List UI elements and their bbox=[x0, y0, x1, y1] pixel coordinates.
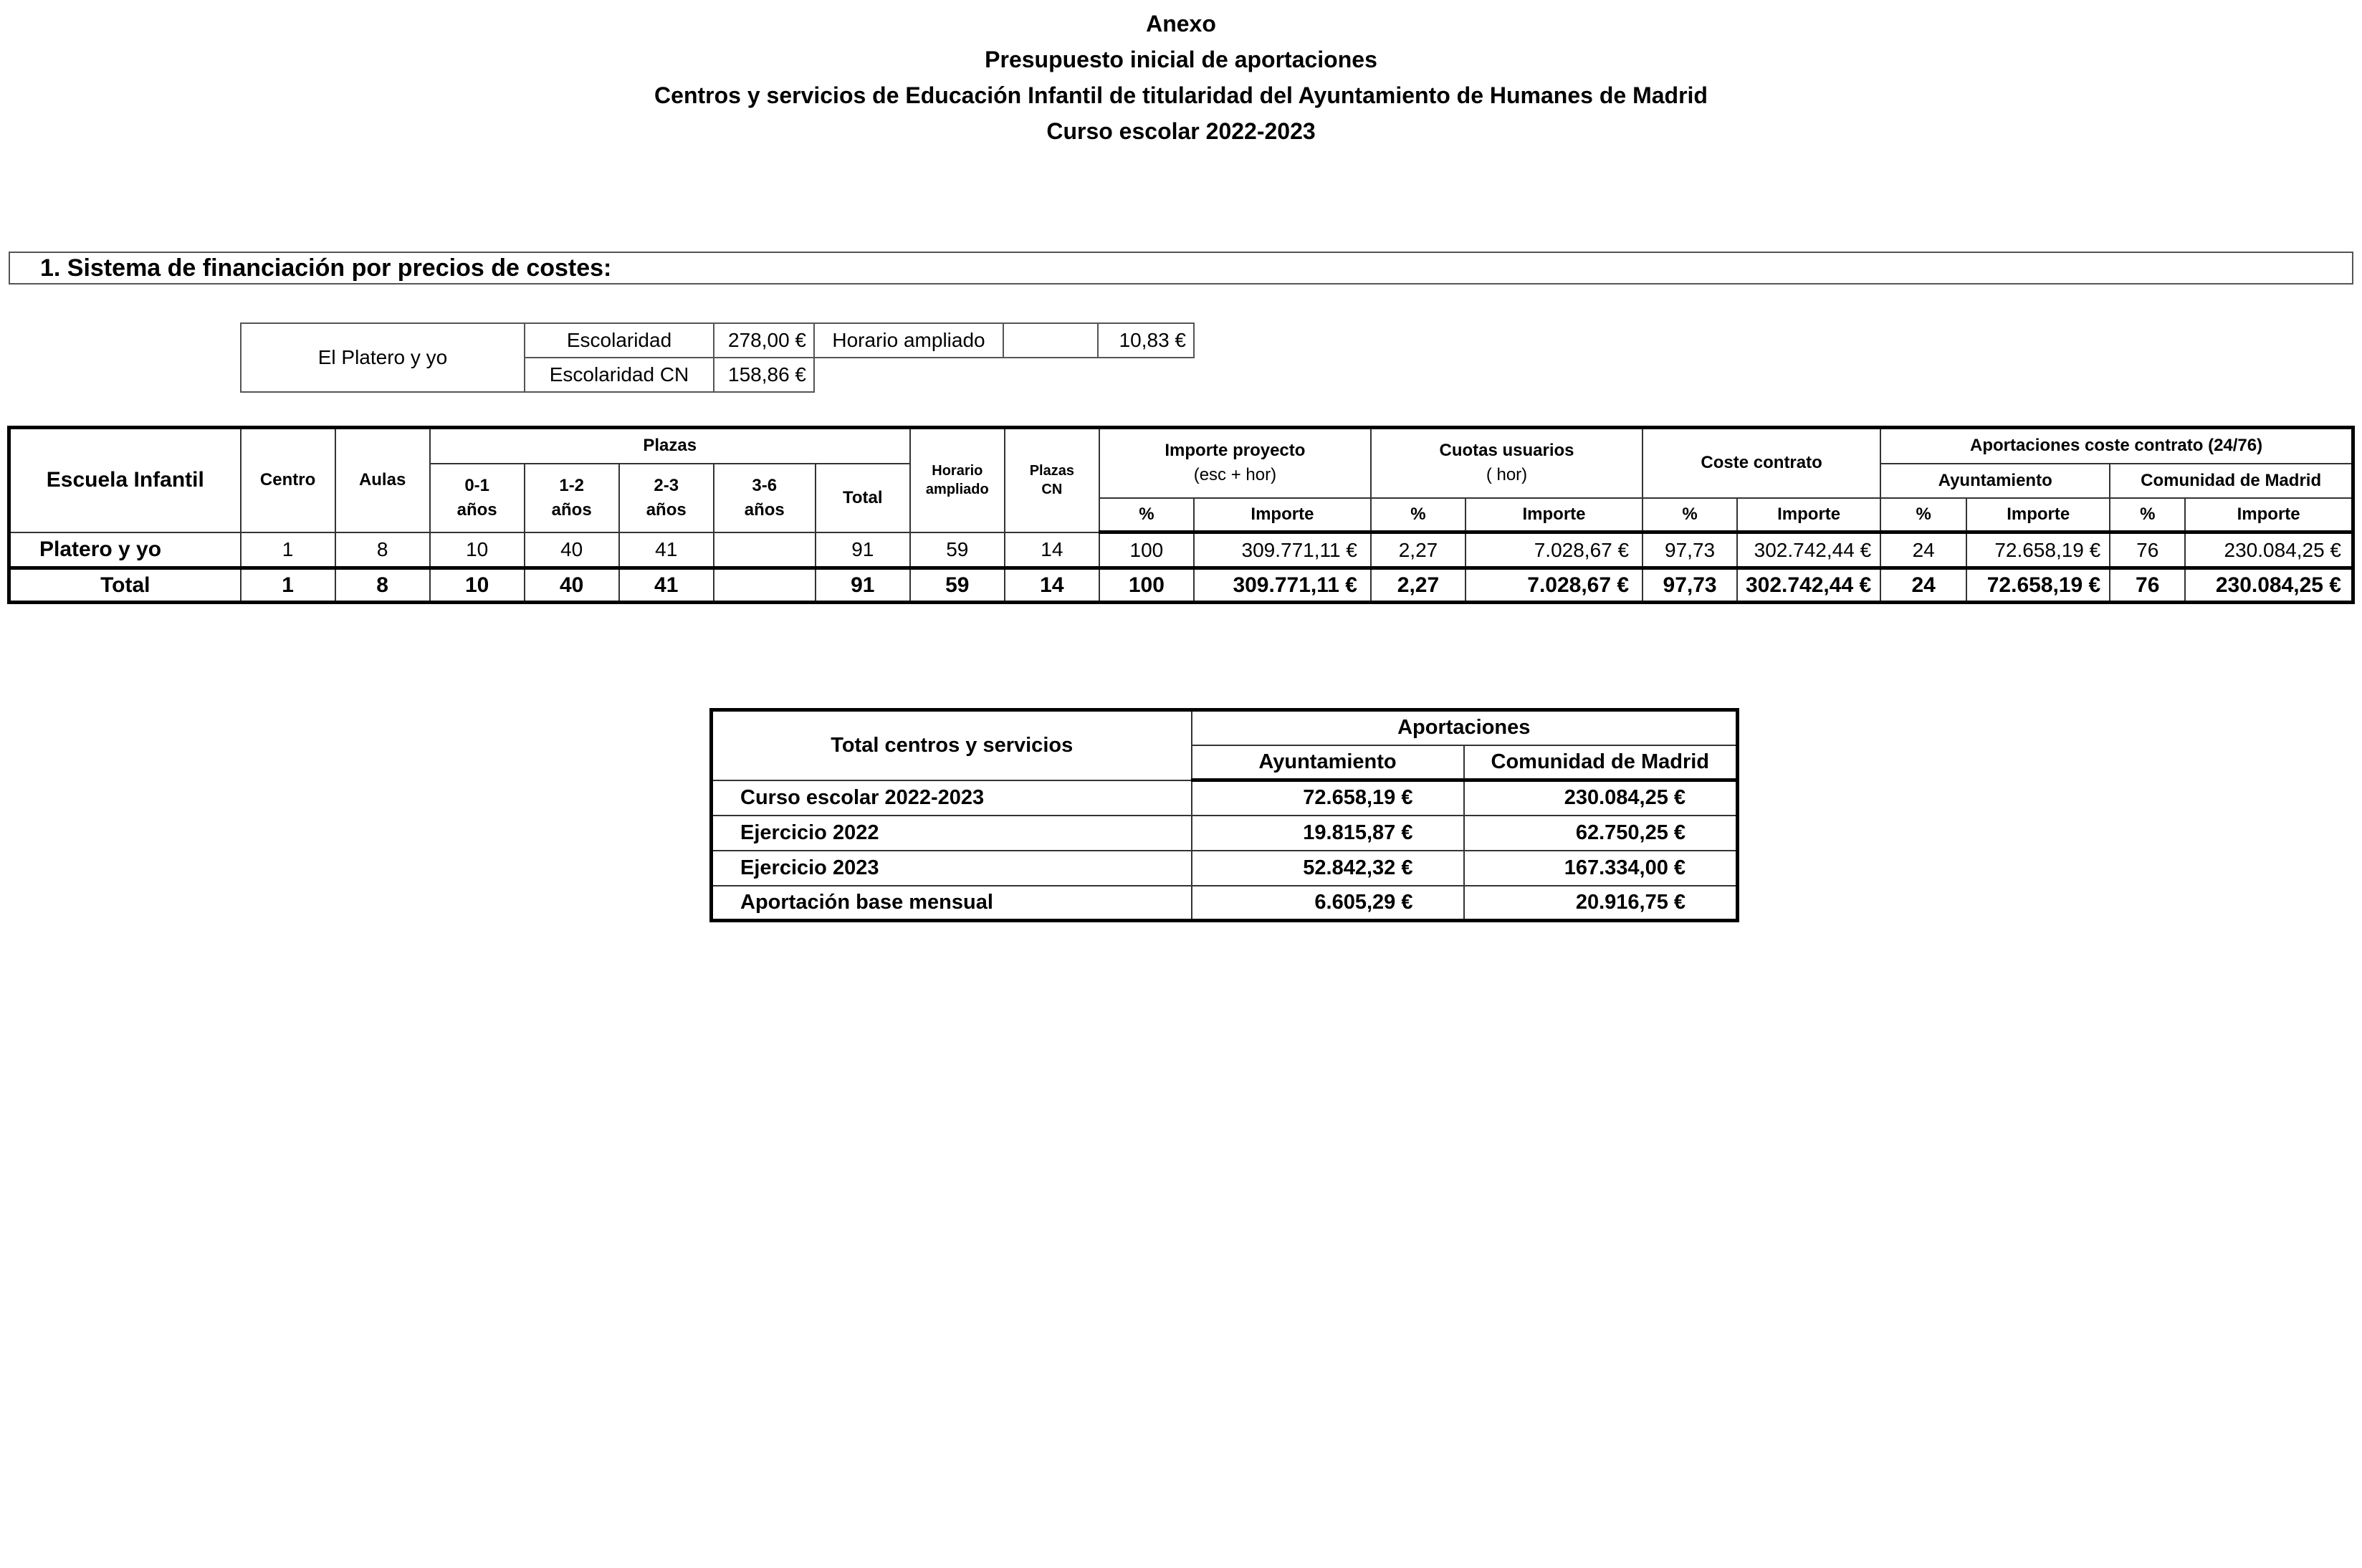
th-cuotas-label: Cuotas usuarios bbox=[1439, 441, 1574, 461]
th-importe-proyecto bbox=[1099, 428, 1371, 498]
price-empty-cell bbox=[1003, 323, 1098, 358]
cell-cm-pct: 76 bbox=[2110, 532, 2185, 568]
summary-aportaciones: Aportaciones bbox=[1192, 710, 1738, 745]
cell-aulas: 8 bbox=[335, 568, 430, 603]
th-cu-pct: % bbox=[1371, 498, 1466, 532]
document-header bbox=[0, 6, 2362, 149]
header-course: Curso escolar 2022-2023 bbox=[1046, 118, 1316, 144]
price-escolaridad-value: 278,00 € bbox=[714, 323, 814, 358]
cell-cm-pct: 76 bbox=[2110, 568, 2185, 603]
th-ayuntamiento: Ayuntamiento bbox=[1880, 464, 2110, 498]
th-plazascn-line2: CN bbox=[1041, 482, 1063, 498]
th-plazas-1-2 bbox=[525, 464, 619, 532]
th-p01-anos: años bbox=[456, 499, 497, 520]
th-importe-proyecto-label: Importe proyecto bbox=[1165, 441, 1306, 461]
cell-centro: 1 bbox=[241, 568, 335, 603]
cell-cc-pct: 97,73 bbox=[1643, 532, 1737, 568]
th-ip-pct: % bbox=[1099, 498, 1194, 532]
cell-ay-importe: 72.658,19 € bbox=[1966, 532, 2110, 568]
cell-cu-importe: 7.028,67 € bbox=[1466, 568, 1643, 603]
th-plazas: Plazas bbox=[430, 428, 910, 464]
cell-p36 bbox=[714, 568, 816, 603]
th-plazas-0-1 bbox=[430, 464, 525, 532]
th-cm-pct: % bbox=[2110, 498, 2185, 532]
th-importe-proyecto-sub: (esc + hor) bbox=[1193, 465, 1277, 485]
th-cuotas-sub: ( hor) bbox=[1486, 465, 1528, 485]
th-p01-range: 0-1 bbox=[464, 475, 489, 495]
summary-row bbox=[712, 886, 1738, 921]
cell-p23: 41 bbox=[619, 532, 714, 568]
price-escolaridad-cn-value: 158,86 € bbox=[714, 358, 814, 392]
th-ip-importe: Importe bbox=[1194, 498, 1371, 532]
th-comunidad: Comunidad de Madrid bbox=[2110, 464, 2353, 498]
summary-th-comunidad: Comunidad de Madrid bbox=[1464, 745, 1738, 780]
cell-ay-pct: 24 bbox=[1880, 532, 1966, 568]
summary-table bbox=[709, 708, 1739, 922]
th-plazas-3-6 bbox=[714, 464, 816, 532]
th-p23-anos: años bbox=[646, 499, 687, 520]
cell-cm-importe: 230.084,25 € bbox=[2185, 532, 2353, 568]
summary-row-ayuntamiento: 6.605,29 € bbox=[1192, 886, 1464, 921]
th-p36-anos: años bbox=[744, 499, 785, 520]
summary-row-comunidad: 167.334,00 € bbox=[1464, 851, 1738, 886]
cell-p12: 40 bbox=[525, 532, 619, 568]
th-cc-importe: Importe bbox=[1737, 498, 1880, 532]
th-plazas-cn bbox=[1005, 428, 1099, 532]
header-title: Presupuesto inicial de aportaciones bbox=[985, 47, 1377, 72]
th-horario-line1: Horario bbox=[932, 463, 983, 479]
cell-cc-pct: 97,73 bbox=[1643, 568, 1737, 603]
summary-row-comunidad: 20.916,75 € bbox=[1464, 886, 1738, 921]
th-coste-contrato: Coste contrato bbox=[1643, 428, 1880, 498]
summary-row-ayuntamiento: 52.842,32 € bbox=[1192, 851, 1464, 886]
table-row-total bbox=[9, 568, 2353, 603]
price-table bbox=[240, 322, 1195, 393]
cell-ip-pct: 100 bbox=[1099, 532, 1194, 568]
th-centro: Centro bbox=[241, 428, 335, 532]
section-1-title: 1. Sistema de financiación por precios de costes: bbox=[9, 252, 2353, 285]
summary-row-label: Aportación base mensual bbox=[712, 886, 1192, 921]
th-aulas: Aulas bbox=[335, 428, 430, 532]
th-p36-range: 3-6 bbox=[752, 475, 778, 495]
th-cc-pct: % bbox=[1643, 498, 1737, 532]
summary-th-ayuntamiento: Ayuntamiento bbox=[1192, 745, 1464, 780]
cell-aulas: 8 bbox=[335, 532, 430, 568]
cell-ip-importe: 309.771,11 € bbox=[1194, 568, 1371, 603]
summary-row bbox=[712, 851, 1738, 886]
cell-plazas-cn: 14 bbox=[1005, 568, 1099, 603]
header-subtitle: Centros y servicios de Educación Infantil de titularidad del Ayuntamiento de Humanes de Madrid bbox=[654, 82, 1708, 108]
cell-ip-importe: 309.771,11 € bbox=[1194, 532, 1371, 568]
th-cm-importe: Importe bbox=[2185, 498, 2353, 532]
header-annex: Anexo bbox=[1146, 11, 1216, 37]
cell-cm-importe: 230.084,25 € bbox=[2185, 568, 2353, 603]
table-row bbox=[9, 532, 2353, 568]
cell-ay-pct: 24 bbox=[1880, 568, 1966, 603]
th-horario-line2: ampliado bbox=[925, 482, 989, 498]
summary-row-label: Ejercicio 2022 bbox=[712, 816, 1192, 851]
cell-p12: 40 bbox=[525, 568, 619, 603]
cell-cu-pct: 2,27 bbox=[1371, 568, 1466, 603]
cell-p23: 41 bbox=[619, 568, 714, 603]
cell-p01: 10 bbox=[430, 532, 525, 568]
th-cuotas-usuarios bbox=[1371, 428, 1643, 498]
summary-title: Total centros y servicios bbox=[712, 710, 1192, 780]
price-horario-label: Horario ampliado bbox=[814, 323, 1003, 358]
summary-row-label: Curso escolar 2022-2023 bbox=[712, 780, 1192, 816]
cell-plazas-cn: 14 bbox=[1005, 532, 1099, 568]
cell-cu-importe: 7.028,67 € bbox=[1466, 532, 1643, 568]
summary-row-label: Ejercicio 2023 bbox=[712, 851, 1192, 886]
th-cu-importe: Importe bbox=[1466, 498, 1643, 532]
th-ay-pct: % bbox=[1880, 498, 1966, 532]
cell-cu-pct: 2,27 bbox=[1371, 532, 1466, 568]
th-p12-range: 1-2 bbox=[559, 475, 585, 495]
th-aportaciones: Aportaciones coste contrato (24/76) bbox=[1880, 428, 2353, 464]
th-escuela-infantil: Escuela Infantil bbox=[9, 428, 241, 532]
summary-row bbox=[712, 780, 1738, 816]
cell-cc-importe: 302.742,44 € bbox=[1737, 532, 1880, 568]
cell-p36 bbox=[714, 532, 816, 568]
cell-total: 91 bbox=[816, 568, 910, 603]
cell-escuela: Platero y yo bbox=[9, 532, 241, 568]
th-plazas-total: Total bbox=[816, 464, 910, 532]
summary-row-ayuntamiento: 19.815,87 € bbox=[1192, 816, 1464, 851]
summary-row bbox=[712, 816, 1738, 851]
cell-horario: 59 bbox=[910, 568, 1005, 603]
summary-row-comunidad: 62.750,25 € bbox=[1464, 816, 1738, 851]
th-plazas-2-3 bbox=[619, 464, 714, 532]
price-center-name: El Platero y yo bbox=[241, 323, 525, 392]
th-ay-importe: Importe bbox=[1966, 498, 2110, 532]
th-p12-anos: años bbox=[551, 499, 592, 520]
cell-total: 91 bbox=[816, 532, 910, 568]
cell-cc-importe: 302.742,44 € bbox=[1737, 568, 1880, 603]
th-horario-ampliado bbox=[910, 428, 1005, 532]
cell-horario: 59 bbox=[910, 532, 1005, 568]
price-escolaridad-cn-label: Escolaridad CN bbox=[525, 358, 714, 392]
cell-escuela: Total bbox=[9, 568, 241, 603]
th-p23-range: 2-3 bbox=[654, 475, 679, 495]
price-horario-value: 10,83 € bbox=[1098, 323, 1194, 358]
cell-p01: 10 bbox=[430, 568, 525, 603]
cell-ay-importe: 72.658,19 € bbox=[1966, 568, 2110, 603]
summary-row-ayuntamiento: 72.658,19 € bbox=[1192, 780, 1464, 816]
th-plazascn-line1: Plazas bbox=[1029, 463, 1074, 479]
main-table bbox=[7, 426, 2355, 604]
price-escolaridad-label: Escolaridad bbox=[525, 323, 714, 358]
cell-ip-pct: 100 bbox=[1099, 568, 1194, 603]
cell-centro: 1 bbox=[241, 532, 335, 568]
summary-row-comunidad: 230.084,25 € bbox=[1464, 780, 1738, 816]
